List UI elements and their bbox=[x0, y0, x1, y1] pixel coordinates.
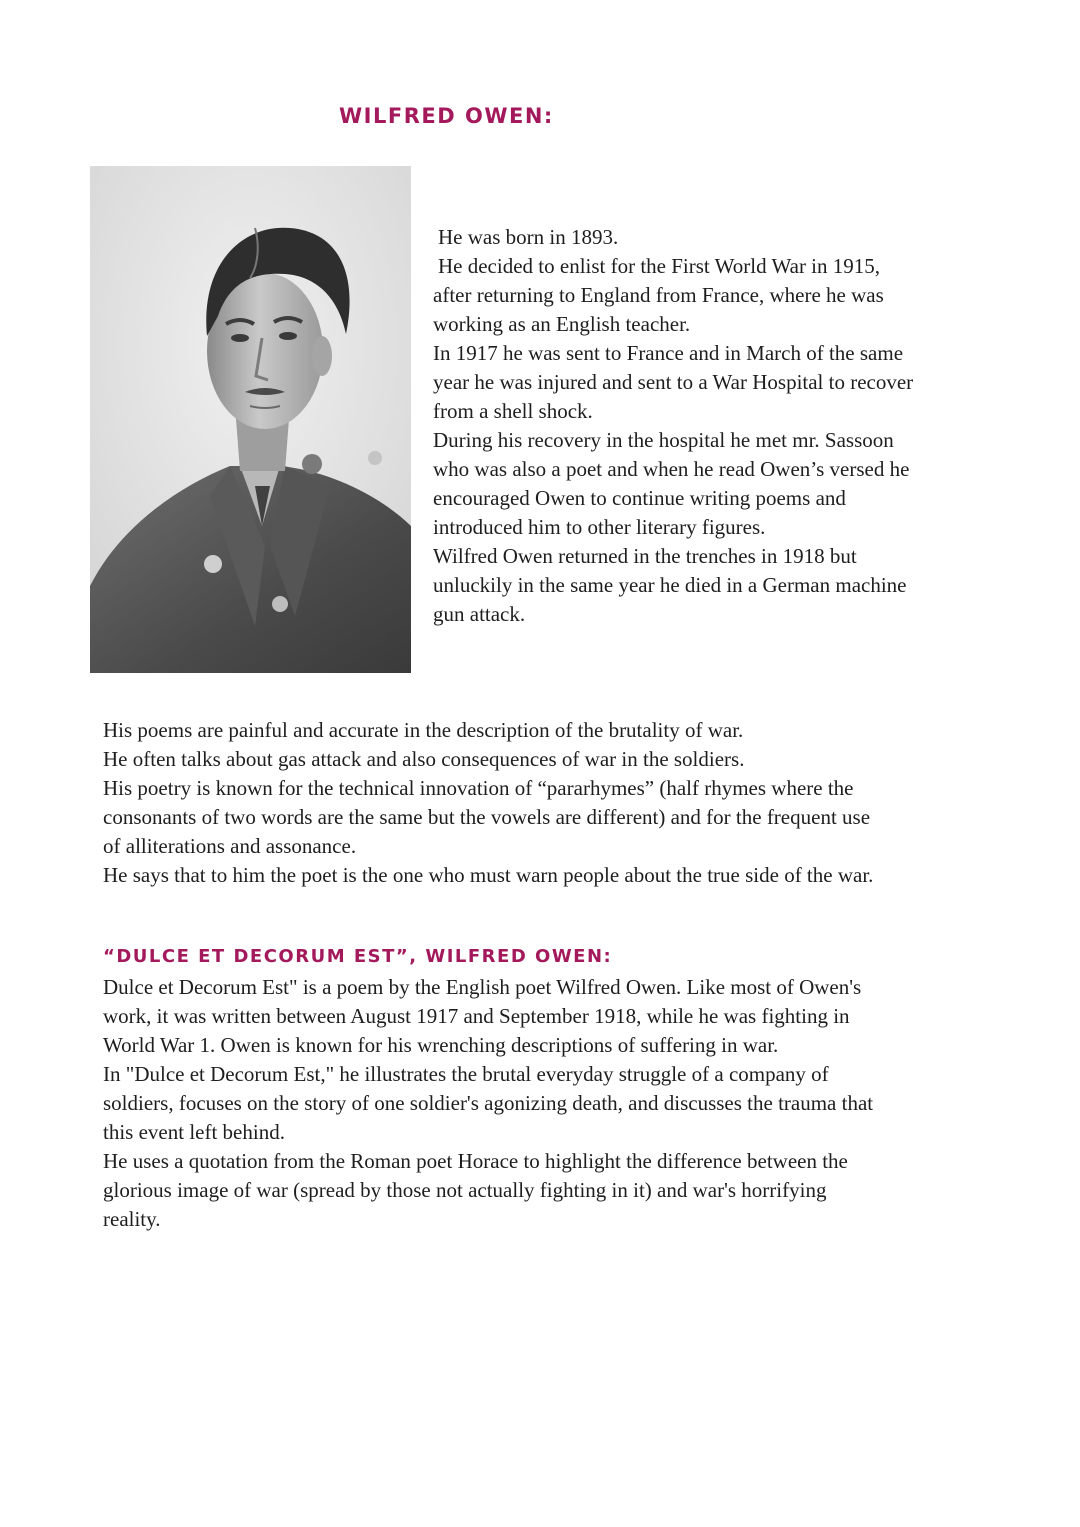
bio-line: During his recovery in the hospital he met mr. Sassoon bbox=[433, 428, 894, 452]
portrait-photo-icon bbox=[90, 166, 411, 673]
style-line: He says that to him the poet is the one who must warn people about the true side of the war. bbox=[103, 863, 874, 887]
poem-paragraph bbox=[103, 973, 873, 1234]
poem-line: soldiers, focuses on the story of one soldier's agonizing death, and discusses the trauma that bbox=[103, 1091, 874, 1115]
style-line: consonants of two words are the same but the vowels are different) and for the frequent use bbox=[103, 805, 871, 829]
biography-paragraph bbox=[433, 223, 913, 629]
poem-line: glorious image of war (spread by those not actually fighting in it) and war's horrifying bbox=[103, 1178, 827, 1202]
poem-line: He uses a quotation from the Roman poet Horace to highlight the difference between the bbox=[103, 1149, 848, 1173]
poem-line: this event left behind. bbox=[103, 1120, 285, 1144]
portrait-photo bbox=[90, 166, 411, 673]
bio-line: He was born in 1893. bbox=[438, 225, 619, 249]
poem-line: reality. bbox=[103, 1207, 161, 1231]
bio-line: He decided to enlist for the First World War in 1915, bbox=[438, 254, 881, 278]
poem-line: In "Dulce et Decorum Est," he illustrates the brutal everyday struggle of a company of bbox=[103, 1062, 829, 1086]
poem-line: work, it was written between August 1917 and September 1918, while he was fighting in bbox=[103, 1004, 850, 1028]
bio-line: unluckily in the same year he died in a German machine bbox=[433, 573, 907, 597]
poem-line: Dulce et Decorum Est" is a poem by the English poet Wilfred Owen. Like most of Owen's bbox=[103, 975, 862, 999]
bio-line: encouraged Owen to continue writing poems and bbox=[433, 486, 846, 510]
style-line: of alliterations and assonance. bbox=[103, 834, 357, 858]
bio-line: from a shell shock. bbox=[433, 399, 593, 423]
poem-section-title: “DULCE ET DECORUM EST”, WILFRED OWEN: bbox=[103, 946, 613, 967]
bio-line: year he was injured and sent to a War Hospital to recover bbox=[433, 370, 914, 394]
bio-line: Wilfred Owen returned in the trenches in 1918 but bbox=[433, 544, 857, 568]
bio-line: gun attack. bbox=[433, 602, 526, 626]
bio-line: who was also a poet and when he read Owen’s versed he bbox=[433, 457, 910, 481]
style-line: His poetry is known for the technical innovation of “pararhymes” (half rhymes where the bbox=[103, 776, 854, 800]
bio-line: introduced him to other literary figures. bbox=[433, 515, 766, 539]
poetry-style-paragraph bbox=[103, 716, 873, 890]
style-line: His poems are painful and accurate in the description of the brutality of war. bbox=[103, 718, 744, 742]
bio-line: after returning to England from France, where he was bbox=[433, 283, 884, 307]
page-title: WILFRED OWEN: bbox=[339, 104, 554, 128]
bio-line: working as an English teacher. bbox=[433, 312, 691, 336]
poem-line: World War 1. Owen is known for his wrenching descriptions of suffering in war. bbox=[103, 1033, 779, 1057]
bio-line: In 1917 he was sent to France and in March of the same bbox=[433, 341, 904, 365]
style-line: He often talks about gas attack and also consequences of war in the soldiers. bbox=[103, 747, 745, 771]
